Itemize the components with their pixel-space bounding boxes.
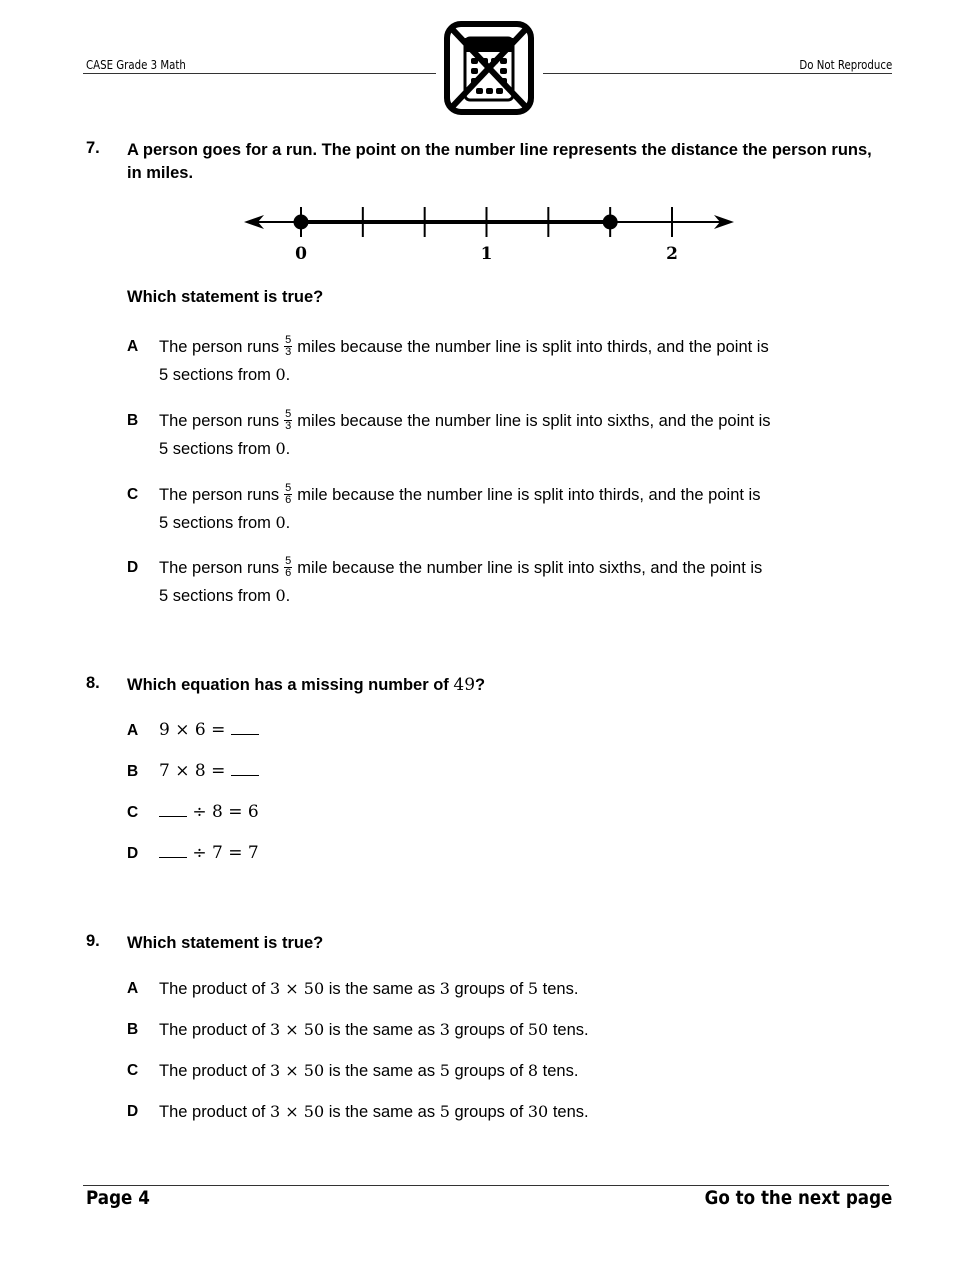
option-letter: D — [127, 1103, 139, 1120]
option-letter: C — [127, 804, 139, 821]
option-text-line2: 5 sections from 0. — [159, 586, 291, 605]
answer-option-a[interactable] — [127, 719, 427, 745]
number-line-svg — [238, 200, 738, 270]
question-prompt-line2: in miles. — [127, 164, 194, 182]
missing-number-blank — [159, 802, 187, 817]
option-letter: A — [127, 338, 139, 355]
question-prompt: Which statement is true? — [127, 934, 324, 952]
fraction-numerator: 5 — [285, 334, 292, 347]
next-page-prompt: Go to the next page — [704, 1187, 892, 1209]
fraction — [284, 335, 292, 358]
option-letter: D — [127, 559, 139, 576]
option-text-line1: The person runs $\frac{5}{3}$ miles because the number line is split into sixths, and the point is — [159, 408, 771, 433]
option-letter: D — [127, 845, 139, 862]
option-text-line2: 5 sections from 0. — [159, 365, 291, 384]
equation: 7 × 8 = — [159, 761, 259, 781]
option-letter: C — [127, 486, 139, 503]
option-letter: B — [127, 763, 139, 780]
answer-option-d[interactable] — [127, 842, 427, 868]
option-text: The product of 3 × 50 is the same as 5 groups of 8 tens. — [159, 1061, 579, 1080]
answer-option-b[interactable] — [127, 760, 427, 786]
answer-option-d[interactable] — [127, 1100, 727, 1126]
answer-option-b[interactable] — [127, 1018, 727, 1044]
point-1 — [603, 215, 618, 230]
equation: 9 × 6 = — [159, 720, 259, 740]
number-line — [238, 200, 738, 270]
fraction-numerator: 5 — [285, 555, 292, 568]
option-letter: A — [127, 722, 139, 739]
option-text-line2: 5 sections from 0. — [159, 439, 291, 458]
question-number: 8. — [86, 674, 100, 692]
option-text: The product of 3 × 50 is the same as 5 groups of 30 tens. — [159, 1102, 589, 1121]
missing-number-blank — [231, 761, 259, 776]
tick-label: 2 — [666, 244, 678, 264]
header-rule-right — [543, 73, 892, 74]
answer-option-c[interactable] — [127, 801, 427, 827]
prompt-math: 49 — [453, 675, 476, 695]
option-text: The product of 3 × 50 is the same as 3 groups of 50 tens. — [159, 1020, 589, 1039]
question-number: 9. — [86, 932, 100, 950]
missing-number-blank — [231, 720, 259, 735]
option-letter: B — [127, 1021, 139, 1038]
page-number: Page 4 — [86, 1187, 150, 1209]
option-letter: B — [127, 412, 139, 429]
question-prompt: Which equation has a missing number of 49? — [127, 675, 486, 695]
fraction-denominator: 3 — [285, 346, 292, 359]
no-calculator-icon — [443, 20, 535, 116]
header-rule-left — [83, 73, 436, 74]
option-letter: C — [127, 1062, 139, 1079]
answer-option-c[interactable] — [127, 1059, 727, 1085]
fraction — [284, 409, 292, 432]
point-0 — [294, 215, 309, 230]
fraction-denominator: 3 — [285, 420, 292, 433]
option-text-line1: The person runs $\frac{5}{6}$ mile because the number line is split into sixths, and the point is — [159, 555, 763, 580]
option-letter: A — [127, 980, 139, 997]
missing-number-blank — [159, 843, 187, 858]
question-number: 7. — [86, 139, 100, 157]
option-text-line1: The person runs $\frac{5}{3}$ miles because the number line is split into thirds, and the point is — [159, 334, 769, 359]
tick-label: 0 — [295, 244, 307, 264]
equation: ÷ 7 = 7 — [159, 843, 259, 863]
tick-label: 1 — [480, 244, 493, 264]
option-text-line2: 5 sections from 0. — [159, 513, 291, 532]
fraction-numerator: 5 — [285, 408, 292, 421]
header-title: CASE Grade 3 Math — [86, 58, 186, 72]
question-subprompt: Which statement is true? — [127, 288, 324, 306]
header-notice: Do Not Reproduce — [799, 58, 892, 72]
footer-rule — [83, 1185, 889, 1186]
equation: ÷ 8 = 6 — [159, 802, 259, 822]
fraction-numerator: 5 — [285, 482, 292, 495]
fraction — [284, 483, 292, 506]
fraction-denominator: 6 — [285, 567, 292, 580]
question-prompt-line1: A person goes for a run. The point on the number line represents the distance the person runs, — [127, 141, 872, 159]
option-text-line1: The person runs $\frac{5}{6}$ mile because the number line is split into thirds, and the point is — [159, 482, 761, 507]
fraction — [284, 556, 292, 579]
answer-option-a[interactable] — [127, 977, 727, 1003]
option-text: The product of 3 × 50 is the same as 3 groups of 5 tens. — [159, 979, 579, 998]
fraction-denominator: 6 — [285, 494, 292, 507]
